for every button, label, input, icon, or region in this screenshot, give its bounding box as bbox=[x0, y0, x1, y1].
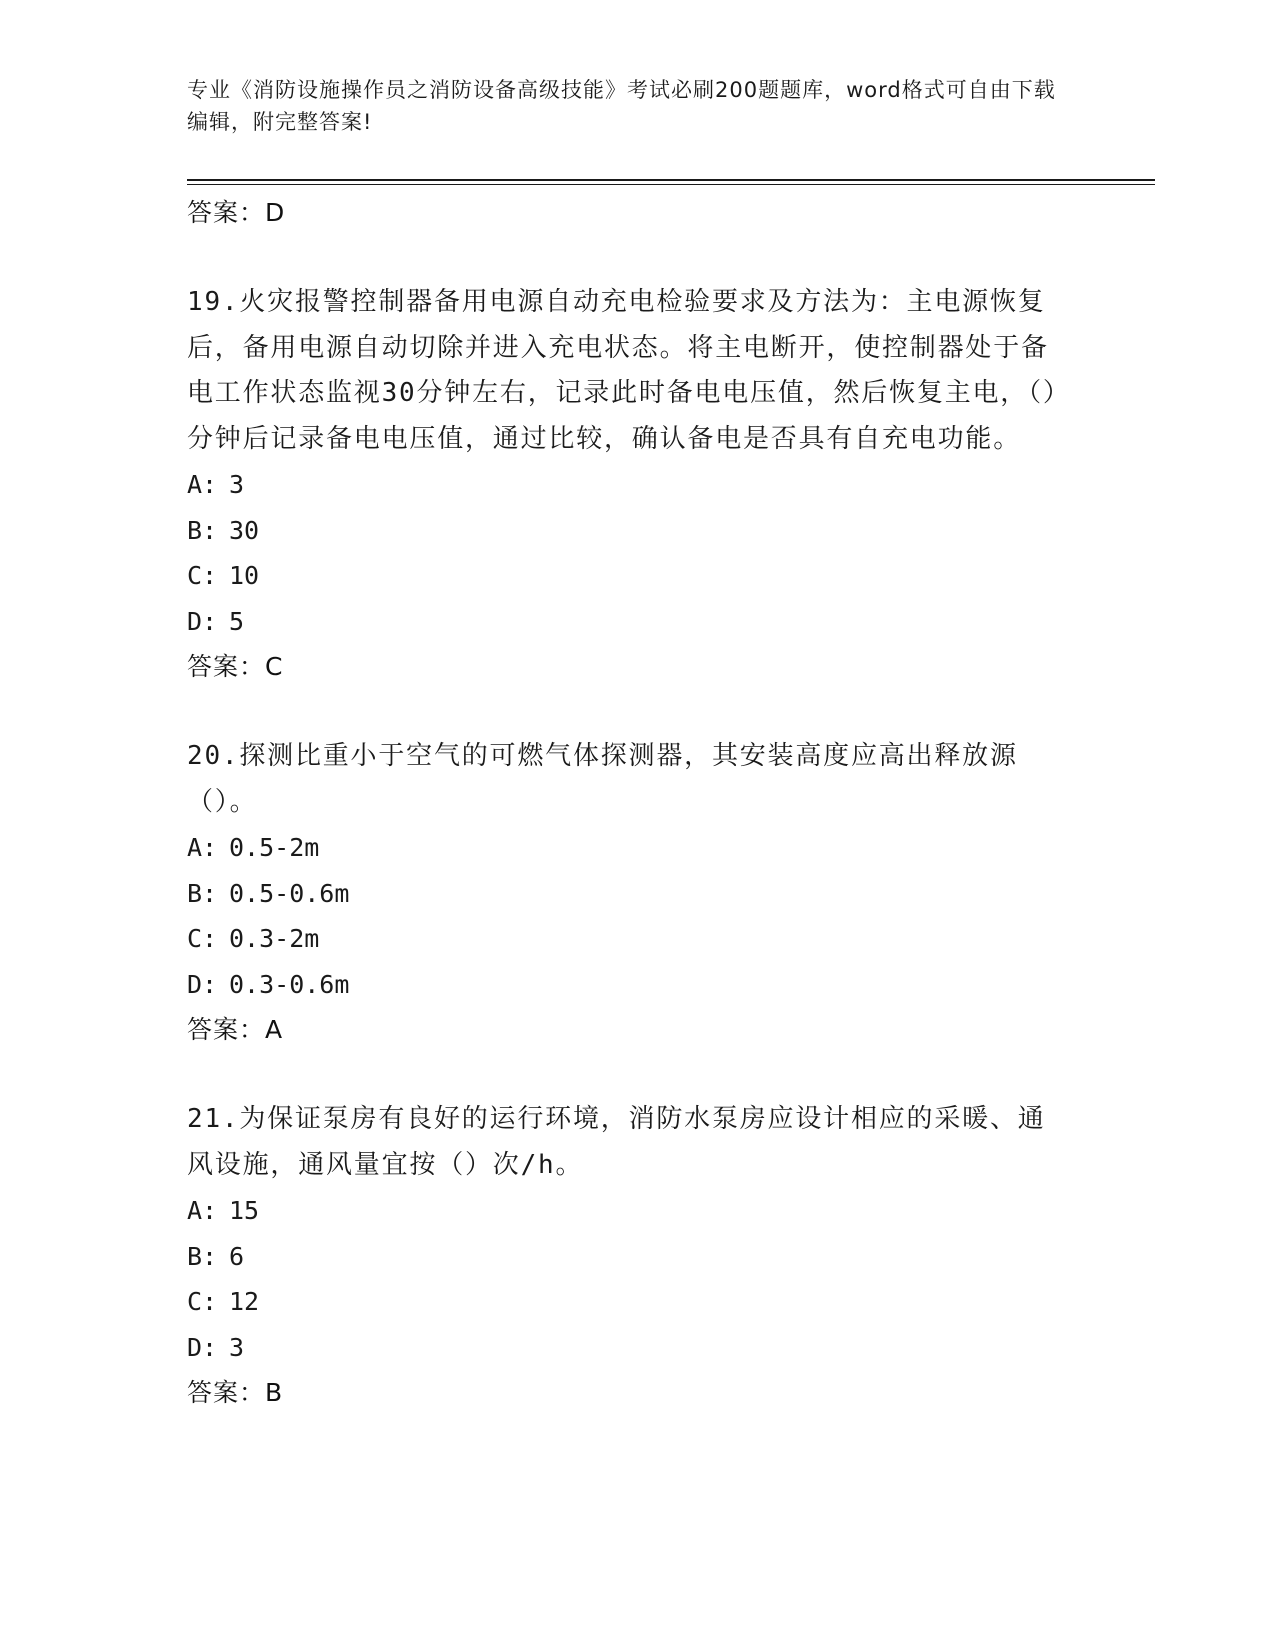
header-divider-thin bbox=[187, 184, 1155, 185]
header-title: 专业《消防设施操作员之消防设备高级技能》考试必刷200题题库，word格式可自由下载编辑，附完整答案! bbox=[187, 78, 1056, 134]
option-value: 0.3-2m bbox=[229, 924, 320, 953]
answer-line: 答案：D bbox=[187, 198, 286, 227]
option-value: 5 bbox=[229, 606, 245, 636]
page-header bbox=[187, 74, 1067, 138]
option-b bbox=[187, 508, 1087, 554]
option-value: 15 bbox=[229, 1196, 260, 1225]
option-value: 6 bbox=[229, 1241, 245, 1271]
question-spacer bbox=[187, 236, 1087, 280]
option-letter: D: bbox=[187, 969, 218, 999]
option-d bbox=[187, 599, 1087, 645]
question-list bbox=[187, 190, 1087, 1416]
question-20 bbox=[187, 734, 1087, 1053]
question-19 bbox=[187, 280, 1087, 690]
option-a bbox=[187, 462, 1087, 508]
question-text: 19.火灾报警控制器备用电源自动充电检验要求及方法为：主电源恢复后，备用电源自动切除并进入充电状态。将主电断开，使控制器处于备电工作状态监视30分钟左右，记录此时备电电压值，然后恢复主电，（）分钟后记录备电电压值，通过比较，确认备电是否具有自充电功能。 bbox=[187, 287, 1058, 454]
option-value: 0.5-0.6m bbox=[229, 878, 350, 908]
answer-line: 答案：C bbox=[187, 652, 284, 681]
option-letter: B: bbox=[187, 878, 218, 908]
option-letter: B: bbox=[187, 1241, 218, 1271]
option-value: 10 bbox=[229, 561, 260, 590]
option-value: 0.5-2m bbox=[229, 833, 320, 862]
option-letter: D: bbox=[187, 1332, 218, 1362]
option-letter: D: bbox=[187, 606, 218, 636]
question-text: 20.探测比重小于空气的可燃气体探测器，其安装高度应高出释放源（）。 bbox=[187, 741, 1018, 817]
answer-line: 答案：A bbox=[187, 1015, 284, 1044]
option-b bbox=[187, 1234, 1087, 1280]
option-value: 30 bbox=[229, 515, 260, 545]
header-divider bbox=[187, 179, 1155, 181]
question-spacer bbox=[187, 690, 1087, 734]
option-letter: C: bbox=[187, 1287, 218, 1316]
option-letter: A: bbox=[187, 833, 218, 862]
option-value: 3 bbox=[229, 1332, 245, 1362]
option-letter: C: bbox=[187, 924, 218, 953]
option-letter: B: bbox=[187, 515, 218, 545]
option-a bbox=[187, 825, 1087, 871]
option-value: 0.3-0.6m bbox=[229, 969, 350, 999]
question-text: 21.为保证泵房有良好的运行环境，消防水泵房应设计相应的采暖、通风设施，通风量宜按（）次/h。 bbox=[187, 1104, 1046, 1180]
option-c bbox=[187, 916, 1087, 962]
option-value: 12 bbox=[229, 1287, 260, 1316]
option-c bbox=[187, 1279, 1087, 1325]
question-spacer bbox=[187, 1053, 1087, 1097]
option-letter: A: bbox=[187, 1196, 218, 1225]
option-b bbox=[187, 871, 1087, 917]
option-value: 3 bbox=[229, 470, 245, 499]
option-letter: C: bbox=[187, 561, 218, 590]
option-letter: A: bbox=[187, 470, 218, 499]
answer-line: 答案：B bbox=[187, 1378, 284, 1407]
question-21 bbox=[187, 1097, 1087, 1416]
option-d bbox=[187, 1325, 1087, 1371]
option-d bbox=[187, 962, 1087, 1008]
option-a bbox=[187, 1188, 1087, 1234]
option-c bbox=[187, 553, 1087, 599]
